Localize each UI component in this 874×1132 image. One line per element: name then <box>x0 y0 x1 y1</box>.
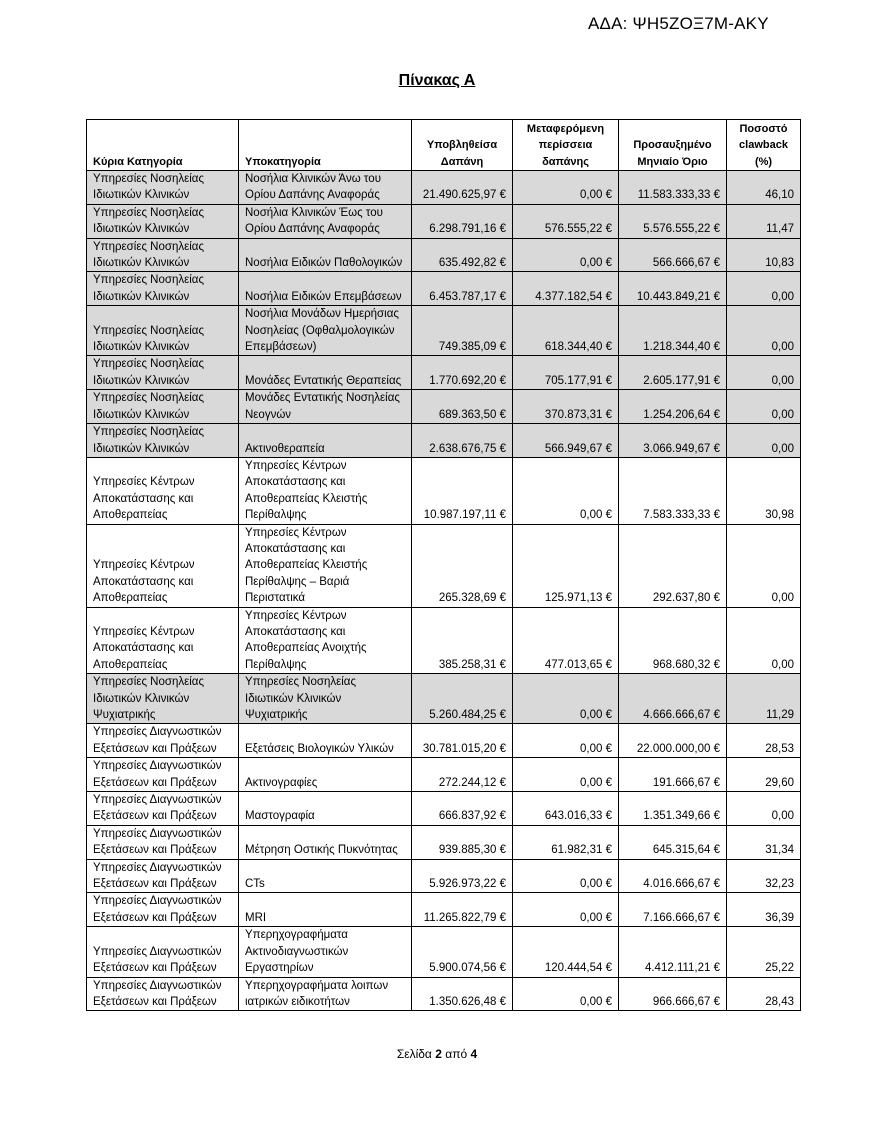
cell-main-category: Υπηρεσίες Νοσηλείας Ιδιωτικών Κλινικών <box>87 272 239 306</box>
cell-subcategory: Νοσήλια Ειδικών Παθολογικών <box>239 238 412 272</box>
cell-monthly-limit: 5.576.555,22 € <box>619 204 727 238</box>
header-submitted-cost: Υποβληθείσα Δαπάνη <box>412 120 513 171</box>
table-row <box>87 792 801 826</box>
cell-subcategory: CTs <box>239 859 412 893</box>
cell-main-category: Υπηρεσίες Νοσηλείας Ιδιωτικών Κλινικών <box>87 424 239 458</box>
table-row <box>87 238 801 272</box>
cell-monthly-limit: 22.000.000,00 € <box>619 724 727 758</box>
cell-main-category: Υπηρεσίες Νοσηλείας Ιδιωτικών Κλινικών <box>87 356 239 390</box>
cell-clawback-pct: 32,23 <box>727 859 801 893</box>
cell-submitted-cost: 6.298.791,16 € <box>412 204 513 238</box>
cell-clawback-pct: 0,00 <box>727 272 801 306</box>
table-header-row <box>87 120 801 171</box>
header-clawback-pct: Ποσοστό clawback (%) <box>727 120 801 171</box>
table-row <box>87 272 801 306</box>
cell-submitted-cost: 749.385,09 € <box>412 306 513 356</box>
cell-monthly-limit: 1.218.344,40 € <box>619 306 727 356</box>
cell-clawback-pct: 28,53 <box>727 724 801 758</box>
cell-subcategory: Μαστογραφία <box>239 792 412 826</box>
cell-submitted-cost: 10.987.197,11 € <box>412 457 513 524</box>
table-row <box>87 171 801 205</box>
cell-subcategory: Ακτινογραφίες <box>239 758 412 792</box>
cell-clawback-pct: 0,00 <box>727 424 801 458</box>
table-row <box>87 424 801 458</box>
cell-subcategory: Νοσήλια Ειδικών Επεμβάσεων <box>239 272 412 306</box>
ada-code: ΑΔΑ: ΨΗ5ΖΟΞ7Μ-ΑΚΥ <box>588 14 769 33</box>
cell-submitted-cost: 1.770.692,20 € <box>412 356 513 390</box>
header-subcategory: Υποκατηγορία <box>239 120 412 171</box>
cell-clawback-pct: 46,10 <box>727 171 801 205</box>
cell-main-category: Υπηρεσίες Νοσηλείας Ιδιωτικών Κλινικών <box>87 390 239 424</box>
cell-main-category: Υπηρεσίες Νοσηλείας Ιδιωτικών Κλινικών Ψυχιατρικής <box>87 674 239 724</box>
cell-carried-excess: 477.013,65 € <box>513 607 619 674</box>
cell-subcategory: Υπηρεσίες Κέντρων Αποκατάστασης και Αποθεραπείας Ανοιχτής Περίθαλψης <box>239 607 412 674</box>
cell-monthly-limit: 968.680,32 € <box>619 607 727 674</box>
table-row <box>87 893 801 927</box>
cell-clawback-pct: 0,00 <box>727 390 801 424</box>
footer-page-number: 2 <box>435 1047 442 1061</box>
cell-subcategory: Νοσήλια Κλινικών Έως του Ορίου Δαπάνης Αναφοράς <box>239 204 412 238</box>
header-monthly-limit: Προσαυξημένο Μηνιαίο Όριο <box>619 120 727 171</box>
cell-carried-excess: 705.177,91 € <box>513 356 619 390</box>
cell-clawback-pct: 25,22 <box>727 927 801 977</box>
cell-subcategory: Μέτρηση Οστικής Πυκνότητας <box>239 825 412 859</box>
table-row <box>87 390 801 424</box>
cell-submitted-cost: 6.453.787,17 € <box>412 272 513 306</box>
header-main-category: Κύρια Κατηγορία <box>87 120 239 171</box>
cell-monthly-limit: 966.666,67 € <box>619 977 727 1011</box>
cell-carried-excess: 0,00 € <box>513 859 619 893</box>
cell-carried-excess: 576.555,22 € <box>513 204 619 238</box>
cell-clawback-pct: 31,34 <box>727 825 801 859</box>
cell-carried-excess: 120.444,54 € <box>513 927 619 977</box>
table-row <box>87 457 801 524</box>
cell-subcategory: Νοσήλια Μονάδων Ημερήσιας Νοσηλείας (Οφθαλμολογικών Επεμβάσεων) <box>239 306 412 356</box>
cell-submitted-cost: 635.492,82 € <box>412 238 513 272</box>
cell-clawback-pct: 0,00 <box>727 306 801 356</box>
cell-submitted-cost: 2.638.676,75 € <box>412 424 513 458</box>
cell-subcategory: Υπηρεσίες Κέντρων Αποκατάστασης και Αποθεραπείας Κλειστής Περίθαλψης <box>239 457 412 524</box>
header-carried-excess: Μεταφερόμενη περίσσεια δαπάνης <box>513 120 619 171</box>
cell-submitted-cost: 265.328,69 € <box>412 524 513 607</box>
cell-carried-excess: 0,00 € <box>513 457 619 524</box>
table-row <box>87 825 801 859</box>
cell-monthly-limit: 4.666.666,67 € <box>619 674 727 724</box>
cell-main-category: Υπηρεσίες Διαγνωστικών Εξετάσεων και Πράξεων <box>87 724 239 758</box>
page-footer <box>0 1047 874 1061</box>
cell-main-category: Υπηρεσίες Κέντρων Αποκατάστασης και Αποθεραπείας <box>87 457 239 524</box>
cell-monthly-limit: 191.666,67 € <box>619 758 727 792</box>
cell-monthly-limit: 10.443.849,21 € <box>619 272 727 306</box>
cell-main-category: Υπηρεσίες Διαγνωστικών Εξετάσεων και Πράξεων <box>87 927 239 977</box>
cell-carried-excess: 125.971,13 € <box>513 524 619 607</box>
cell-subcategory: Μονάδες Εντατικής Νοσηλείας Νεογνών <box>239 390 412 424</box>
cell-main-category: Υπηρεσίες Νοσηλείας Ιδιωτικών Κλινικών <box>87 171 239 205</box>
table-row <box>87 724 801 758</box>
cell-main-category: Υπηρεσίες Διαγνωστικών Εξετάσεων και Πράξεων <box>87 893 239 927</box>
table-row <box>87 859 801 893</box>
table-row <box>87 977 801 1011</box>
cell-submitted-cost: 21.490.625,97 € <box>412 171 513 205</box>
cell-monthly-limit: 566.666,67 € <box>619 238 727 272</box>
cell-clawback-pct: 0,00 <box>727 792 801 826</box>
table-row <box>87 524 801 607</box>
cell-main-category: Υπηρεσίες Διαγνωστικών Εξετάσεων και Πράξεων <box>87 758 239 792</box>
table-row <box>87 674 801 724</box>
cell-carried-excess: 0,00 € <box>513 238 619 272</box>
footer-middle: από <box>445 1047 468 1061</box>
cell-monthly-limit: 292.637,80 € <box>619 524 727 607</box>
cell-carried-excess: 0,00 € <box>513 893 619 927</box>
cell-monthly-limit: 2.605.177,91 € <box>619 356 727 390</box>
cell-carried-excess: 0,00 € <box>513 758 619 792</box>
cell-carried-excess: 0,00 € <box>513 674 619 724</box>
cell-subcategory: Υπερηχογραφήματα λοιπων ιατρικών ειδικοτήτων <box>239 977 412 1011</box>
cell-submitted-cost: 939.885,30 € <box>412 825 513 859</box>
cell-monthly-limit: 7.166.666,67 € <box>619 893 727 927</box>
cell-subcategory: Υπηρεσίες Κέντρων Αποκατάστασης και Αποθεραπείας Κλειστής Περίθαλψης – Βαριά Περιστατικά <box>239 524 412 607</box>
cell-subcategory: Υπηρεσίες Νοσηλείας Ιδιωτικών Κλινικών Ψυχιατρικής <box>239 674 412 724</box>
cell-submitted-cost: 5.900.074,56 € <box>412 927 513 977</box>
cell-monthly-limit: 11.583.333,33 € <box>619 171 727 205</box>
table-row <box>87 356 801 390</box>
cell-submitted-cost: 5.926.973,22 € <box>412 859 513 893</box>
cell-main-category: Υπηρεσίες Διαγνωστικών Εξετάσεων και Πράξεων <box>87 859 239 893</box>
cell-main-category: Υπηρεσίες Διαγνωστικών Εξετάσεων και Πράξεων <box>87 977 239 1011</box>
cell-submitted-cost: 11.265.822,79 € <box>412 893 513 927</box>
cell-submitted-cost: 30.781.015,20 € <box>412 724 513 758</box>
cell-clawback-pct: 36,39 <box>727 893 801 927</box>
cell-subcategory: Νοσήλια Κλινικών Άνω του Ορίου Δαπάνης Αναφοράς <box>239 171 412 205</box>
cell-monthly-limit: 4.016.666,67 € <box>619 859 727 893</box>
cell-submitted-cost: 666.837,92 € <box>412 792 513 826</box>
table-row <box>87 927 801 977</box>
footer-total-pages: 4 <box>470 1047 478 1061</box>
cell-carried-excess: 643.016,33 € <box>513 792 619 826</box>
cell-carried-excess: 4.377.182,54 € <box>513 272 619 306</box>
cell-carried-excess: 566.949,67 € <box>513 424 619 458</box>
cell-subcategory: Εξετάσεις Βιολογικών Υλικών <box>239 724 412 758</box>
cell-main-category: Υπηρεσίες Κέντρων Αποκατάστασης και Αποθεραπείας <box>87 524 239 607</box>
cell-clawback-pct: 28,43 <box>727 977 801 1011</box>
clawback-table <box>86 119 801 1011</box>
cell-clawback-pct: 11,29 <box>727 674 801 724</box>
cell-clawback-pct: 10,83 <box>727 238 801 272</box>
table-row <box>87 758 801 792</box>
cell-main-category: Υπηρεσίες Νοσηλείας Ιδιωτικών Κλινικών <box>87 204 239 238</box>
cell-submitted-cost: 385.258,31 € <box>412 607 513 674</box>
table-title: Πίνακας Α <box>398 72 476 89</box>
cell-clawback-pct: 0,00 <box>727 607 801 674</box>
cell-monthly-limit: 3.066.949,67 € <box>619 424 727 458</box>
cell-submitted-cost: 5.260.484,25 € <box>412 674 513 724</box>
cell-clawback-pct: 29,60 <box>727 758 801 792</box>
cell-carried-excess: 0,00 € <box>513 171 619 205</box>
table-row <box>87 204 801 238</box>
footer-prefix: Σελίδα <box>396 1047 432 1061</box>
cell-submitted-cost: 272.244,12 € <box>412 758 513 792</box>
cell-clawback-pct: 0,00 <box>727 356 801 390</box>
cell-main-category: Υπηρεσίες Κέντρων Αποκατάστασης και Αποθεραπείας <box>87 607 239 674</box>
cell-main-category: Υπηρεσίες Διαγνωστικών Εξετάσεων και Πράξεων <box>87 792 239 826</box>
cell-subcategory: Ακτινοθεραπεία <box>239 424 412 458</box>
cell-carried-excess: 0,00 € <box>513 977 619 1011</box>
cell-carried-excess: 370.873,31 € <box>513 390 619 424</box>
cell-clawback-pct: 0,00 <box>727 524 801 607</box>
cell-submitted-cost: 689.363,50 € <box>412 390 513 424</box>
cell-submitted-cost: 1.350.626,48 € <box>412 977 513 1011</box>
cell-monthly-limit: 1.254.206,64 € <box>619 390 727 424</box>
table-row <box>87 607 801 674</box>
cell-monthly-limit: 1.351.349,66 € <box>619 792 727 826</box>
cell-carried-excess: 61.982,31 € <box>513 825 619 859</box>
cell-monthly-limit: 645.315,64 € <box>619 825 727 859</box>
cell-carried-excess: 618.344,40 € <box>513 306 619 356</box>
table-row <box>87 306 801 356</box>
cell-subcategory: Μονάδες Εντατικής Θεραπείας <box>239 356 412 390</box>
cell-monthly-limit: 4.412.111,21 € <box>619 927 727 977</box>
cell-carried-excess: 0,00 € <box>513 724 619 758</box>
cell-clawback-pct: 30,98 <box>727 457 801 524</box>
cell-main-category: Υπηρεσίες Διαγνωστικών Εξετάσεων και Πράξεων <box>87 825 239 859</box>
cell-main-category: Υπηρεσίες Νοσηλείας Ιδιωτικών Κλινικών <box>87 306 239 356</box>
cell-monthly-limit: 7.583.333,33 € <box>619 457 727 524</box>
cell-subcategory: MRI <box>239 893 412 927</box>
cell-clawback-pct: 11,47 <box>727 204 801 238</box>
cell-main-category: Υπηρεσίες Νοσηλείας Ιδιωτικών Κλινικών <box>87 238 239 272</box>
cell-subcategory: Υπερηχογραφήματα Ακτινοδιαγνωστικών Εργαστηρίων <box>239 927 412 977</box>
